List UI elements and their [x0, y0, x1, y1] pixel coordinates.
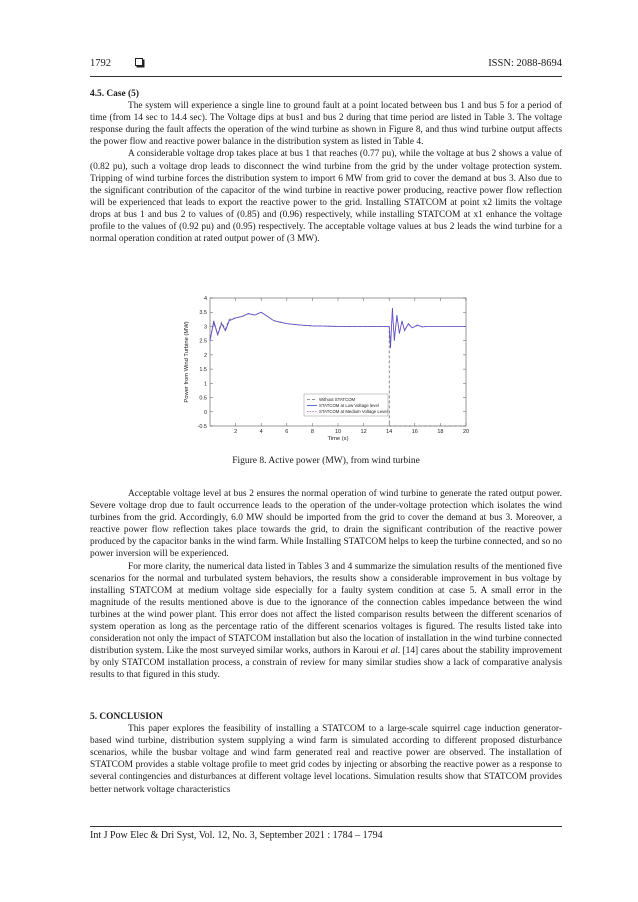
figure-caption: Figure 8. Active power (MW), from wind turbine — [232, 456, 420, 466]
header-page-number: 1792 — [90, 58, 143, 69]
paragraph: A considerable voltage drop takes place at bus 1 that reaches (0.77 pu), while the voltage at bus 2 shows a value of (0.82 pu), such a voltage drop leads to disconnect the wind turbine from the grid by the under voltage protection system. Tripping of wind turbine forces the distribution system to import 6 MW from grid to cover the demand at bus 3. Also due to the significant contribution of the capacitor of the wind turbine in reactive power producing, reactive power flow reflection will be experienced that leads to export the reactive power to the grid. Installing STATCOM at point x2 limits the voltage drops at bus 1 and bus 2 to values of (0.85) and (0.96) respectively, while installing STATCOM at x1 enhance the voltage profile to the values of (0.92 pu) and (0.95) respectively. The acceptable voltage values at bus 2 leads the wind turbine for a normal operation condition at rated output power of (3 MW). — [90, 149, 562, 245]
y-tick-label: 4 — [203, 296, 207, 302]
footer-citation: Int J Pow Elec & Dri Syst, Vol. 12, No. 3, September 2021 : 1784 – 1794 — [90, 830, 383, 841]
y-tick-label: 3 — [203, 324, 207, 331]
legend-label: STATCOM at Low Voltage level — [319, 403, 379, 409]
x-tick-label: 8 — [310, 429, 314, 435]
y-tick-label: 2 — [203, 352, 207, 359]
x-tick-label: 2 — [234, 429, 238, 435]
paragraph: For more clarity, the numerical data listed in Tables 3 and 4 summarize the simulation results of the mentioned five scenarios for the normal and turbulated system behaviors, the results show a considerable improvement in bus voltage by installing STATCOM at medium voltage side especially for a faulty system condition at case 5. A small error in the magnitude of the results mentioned above is due to the ignorance of the connection cables impedance between the wind turbines at the wind power plant. This error does not affect the listed comparison results between the different scenarios of system operation as long as the percentage ratio of the different scenarios voltages is figured. The results listed take into consideration not only the impact of STATCOM installation but also the location of installation in the wind turbine connected distribution system. Like the most surveyed similar works, authors in Karoui et al. [14] cares about the stability improvement by only STATCOM installation process, a constrain of review for many similar studies show a lack of comparative analysis results to that figured in this study. — [90, 561, 563, 681]
y-tick-label: 1 — [203, 381, 207, 388]
y-tick-label: 0 — [203, 409, 207, 416]
footer-rule — [90, 826, 562, 827]
section-heading: 4.5. Case (5) — [90, 89, 139, 99]
header-rule — [90, 76, 562, 77]
x-tick-label: 18 — [437, 429, 444, 435]
x-tick-label: 16 — [411, 429, 418, 435]
y-tick-label: 1.5 — [199, 367, 207, 374]
paragraph: Acceptable voltage level at bus 2 ensures the normal operation of wind turbine to generate the rated output power. Severe voltage drop due to fault occurrence leads to the operation of the under-voltage protection which isolates the wind turbines from the grid. Accordingly, 6.0 MW should be imported from the grid to cover the demand at bus 3. Moreover, a reactive power flow reflection takes place towards the grid, to drain the significant contribution of the reactive power produced by the capacitor banks in the wind farm. While Installing STATCOM helps to keep the turbine connected, and so no power inversion will be experienced. — [90, 489, 562, 560]
figure-8-chart — [176, 294, 476, 444]
paragraph: This paper explores the feasibility of installing a STATCOM to a large-scale squirrel cage induction generator-based wind turbine, distribution system supplying a wind farm is simulated according to different proposed disturbance scenarios, while the busbar voltage and wind farm generated real and reactive power are observed. The installation of STATCOM provides a stable voltage profile to meet grid codes by injecting or absorbing the reactive power as a response to several contingencies and disturbances at different voltage level locations. Simulation results show that STATCOM provides better network voltage characteristics — [90, 724, 562, 795]
section-heading: 5. CONCLUSION — [90, 712, 163, 722]
y-tick-label: 0.5 — [199, 395, 207, 402]
x-tick-label: 12 — [360, 429, 367, 435]
discussion — [90, 488, 562, 682]
et-al: et al — [381, 646, 398, 657]
x-tick-label: 20 — [462, 429, 470, 435]
x-tick-label: 10 — [334, 429, 342, 435]
section-conclusion — [90, 711, 562, 796]
x-tick-label: 6 — [285, 429, 289, 435]
y-axis-label: Power from Wind Turbine (MW) — [184, 321, 190, 403]
x-tick-label: 14 — [386, 429, 393, 435]
y-tick-label: -0.5 — [197, 424, 207, 430]
paragraph: The system will experience a single line to ground fault at a point located between bus 1 and bus 5 for a period of time (from 14 sec to 14.4 sec). The Voltage dips at bus1 and bus 2 during that time period are listed in Table 3. The voltage response during the fault affects the operation of the wind turbine as shown in Figure 8, and thus wind turbine output affects the power flow and reactive power balance in the distribution system as listed in Table 4. — [90, 101, 562, 148]
legend-label: STATCOM at Medium Voltage Level — [319, 409, 388, 415]
x-axis-label: Time (s) — [327, 436, 349, 442]
x-tick-label: 4 — [259, 429, 263, 435]
header-issn: ISSN: 2088-8694 — [488, 58, 562, 69]
header-square-icon — [135, 58, 143, 66]
running-header — [90, 58, 562, 74]
section-4-5 — [90, 88, 562, 245]
y-tick-label: 2.5 — [199, 338, 207, 345]
y-tick-label: 3.5 — [199, 310, 207, 317]
legend-label: Without STATCOM — [319, 397, 356, 403]
